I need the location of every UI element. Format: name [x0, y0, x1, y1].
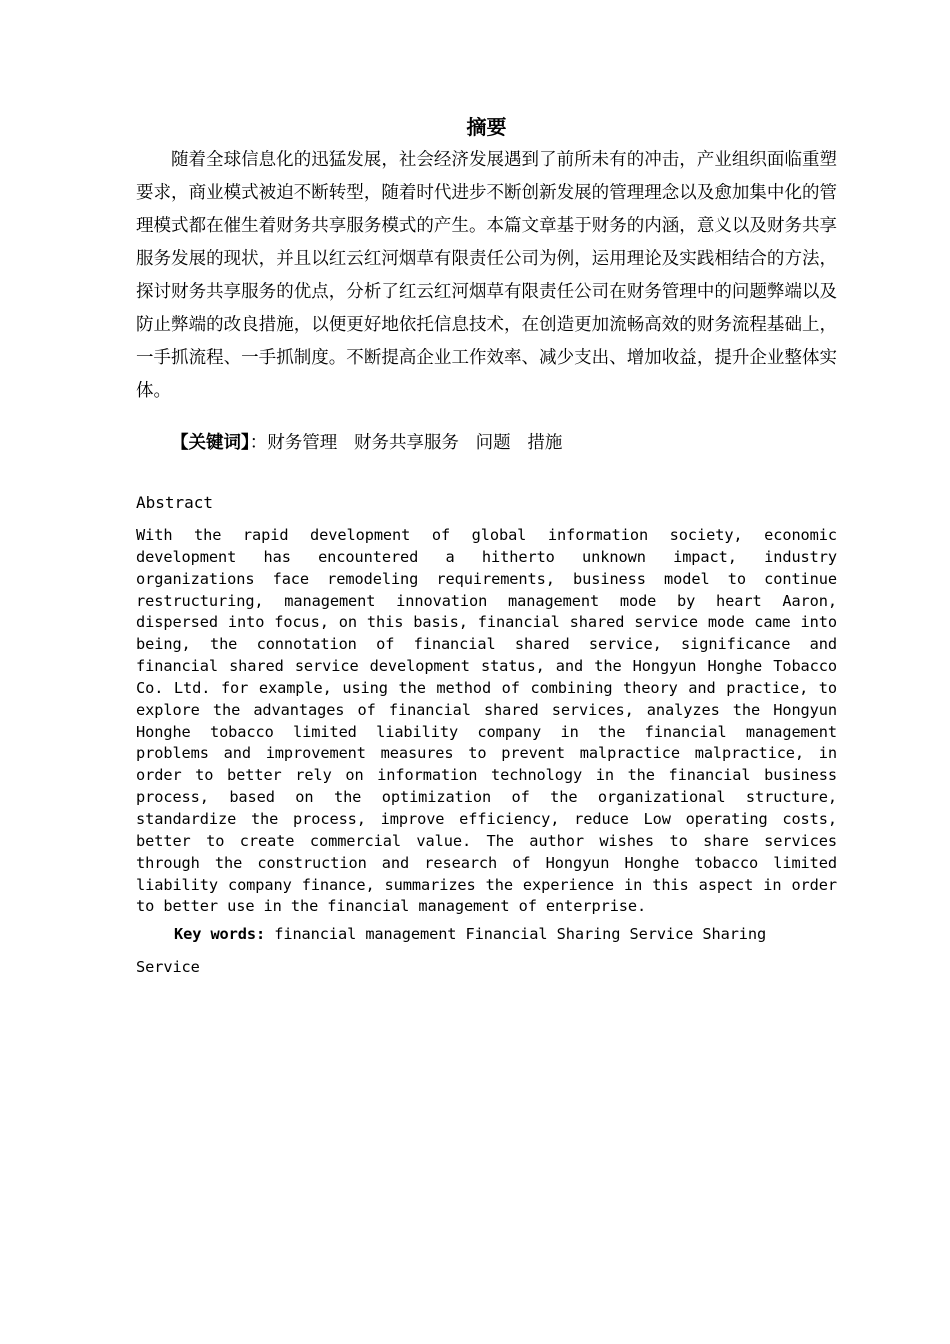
chinese-abstract-body: 随着全球信息化的迅猛发展，社会经济发展遇到了前所未有的冲击，产业组织面临重塑要求，商业模式被迫不断转型，随着时代进步不断创新发展的管理理念以及愈加集中化的管理模式都在催生着财务共享服务模式的产生。本篇文章基于财务的内涵，意义以及财务共享服务发展的现状，并且以红云红河烟草有限责任公司为例，运用理论及实践相结合的方法，探讨财务共享服务的优点，分析了红云红河烟草有限责任公司在财务管理中的问题弊端以及防止弊端的改良措施，以便更好地依托信息技术，在创造更加流畅高效的财务流程基础上，一手抓流程、一手抓制度。不断提高企业工作效率、减少支出、增加收益，提升企业整体实体。 — [136, 150, 837, 401]
english-abstract-body: With the rapid development of global information society, economic development has encountered a hitherto unknown impact, industry organizations face remodeling requirements, business model to continue restructuring, management innovation management mode by heart Aaron, dispersed into focus, on this basis, financial shared service mode came into being, the connotation of financial shared service, significance and financial shared service development status, and the Hongyun Honghe Tobacco Co. Ltd. for example, using the method of combining theory and practice, to explore the advantages of financial shared services, analyzes the Hongyun Honghe tobacco limited liability company in the financial management problems and improvement measures to prevent malpractice malpractice, in order to better rely on information technology in the financial business process, based on the optimization of the organizational structure, standardize the process, improve efficiency, reduce Low operating costs, better to create commercial value. The author wishes to share services through the construction and research of Hongyun Honghe tobacco limited liability company finance, summarizes the experience in this aspect in order to better use in the financial management of enterprise. — [136, 526, 837, 916]
chinese-abstract-title: 摘要 — [466, 115, 507, 139]
chinese-keywords — [136, 427, 837, 460]
english-keywords — [136, 918, 837, 984]
english-abstract-title: Abstract — [136, 493, 214, 512]
english-keywords-text: financial management Financial Sharing Service Sharing Service — [136, 925, 767, 977]
document-page — [136, 112, 837, 984]
chinese-keywords-text: ：财务管理 财务共享服务 问题 措施 — [249, 433, 563, 453]
chinese-keywords-label: 【关键词】 — [171, 433, 250, 453]
english-keywords-label: Key words: — [174, 925, 266, 944]
